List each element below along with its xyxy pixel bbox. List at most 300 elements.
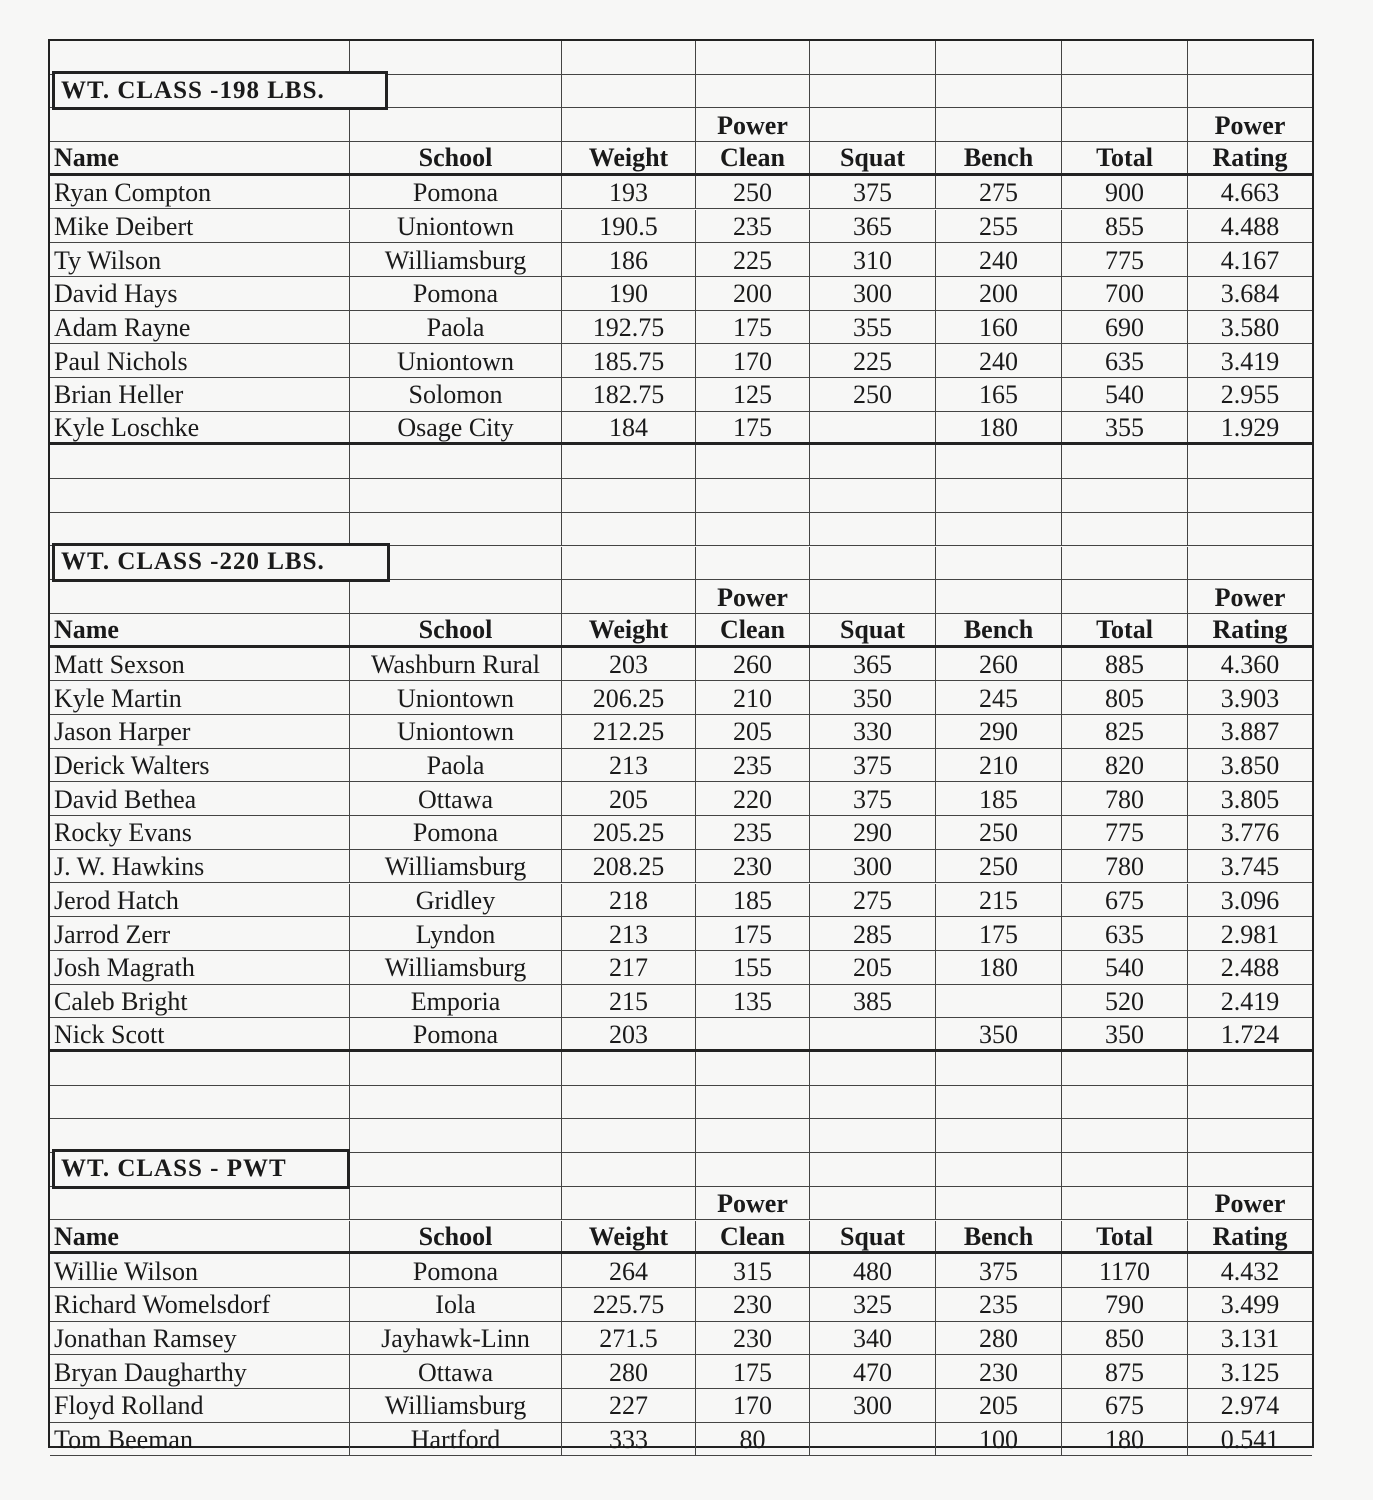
blank-cell — [1062, 1086, 1188, 1119]
table-row — [50, 277, 1312, 311]
table-row — [50, 884, 1312, 918]
header-power: Power — [696, 1187, 810, 1220]
header-squat: Squat — [810, 614, 936, 645]
cell-school: Osage City — [350, 412, 562, 443]
cell-bench: 215 — [936, 884, 1062, 917]
blank-cell — [1188, 1153, 1312, 1186]
table-row — [50, 1423, 1312, 1457]
cell-total: 885 — [1062, 648, 1188, 681]
cell-squat — [810, 412, 936, 443]
cell-weight: 184 — [562, 412, 696, 443]
cell-weight: 193 — [562, 176, 696, 209]
blank-cell — [562, 75, 696, 108]
blank-cell — [1188, 479, 1312, 512]
cell-total: 855 — [1062, 210, 1188, 243]
cell-clean: 235 — [696, 816, 810, 849]
blank-cell — [1188, 41, 1312, 74]
cell-squat: 285 — [810, 917, 936, 950]
cell-name: Ty Wilson — [50, 243, 350, 276]
cell-rating: 3.745 — [1220, 852, 1280, 882]
cell-school: Pomona — [350, 1018, 562, 1049]
header-rating: Rating — [1212, 615, 1288, 645]
cell-total: 520 — [1062, 985, 1188, 1018]
cell-school: Williamsburg — [350, 951, 562, 984]
blank-row — [50, 1086, 1312, 1120]
header-row-top — [50, 1187, 1312, 1221]
header-name: Name — [50, 1221, 350, 1252]
cell-clean: 235 — [696, 210, 810, 243]
header-bench: Bench — [936, 614, 1062, 645]
cell-bench: 100 — [936, 1423, 1062, 1456]
cell-school: Gridley — [350, 884, 562, 917]
cell-total: 1170 — [1062, 1254, 1188, 1287]
blank-cell — [350, 108, 562, 141]
cell-school: Paola — [350, 311, 562, 344]
table-row — [50, 749, 1312, 783]
cell-school: Pomona — [350, 1254, 562, 1287]
cell-rating: 1.724 — [1220, 1019, 1280, 1049]
blank-cell — [810, 479, 936, 512]
table-row — [50, 1355, 1312, 1389]
blank-cell — [350, 1086, 562, 1119]
cell-weight: 186 — [562, 243, 696, 276]
header-name: Name — [50, 142, 350, 173]
cell-rating: 3.499 — [1220, 1290, 1280, 1320]
cell-total: 825 — [1062, 715, 1188, 748]
blank-cell — [936, 108, 1062, 141]
cell-total: 790 — [1062, 1288, 1188, 1321]
cell-name: Adam Rayne — [50, 311, 350, 344]
blank-cell — [1062, 1153, 1188, 1186]
cell-school: Lyndon — [350, 917, 562, 950]
cell-total: 635 — [1062, 917, 1188, 950]
blank-cell — [696, 1086, 810, 1119]
cell-school: Williamsburg — [350, 243, 562, 276]
blank-cell — [50, 1187, 350, 1220]
cell-weight: 205 — [562, 782, 696, 815]
cell-squat: 300 — [810, 1389, 936, 1422]
cell-school: Hartford — [350, 1423, 562, 1456]
cell-name: Jason Harper — [50, 715, 350, 748]
blank-cell — [562, 580, 696, 613]
blank-cell — [1188, 445, 1312, 478]
cell-rating: 3.684 — [1220, 279, 1280, 309]
blank-cell — [50, 513, 350, 546]
cell-rating: 2.974 — [1220, 1391, 1280, 1421]
blank-cell — [50, 108, 350, 141]
blank-row — [50, 479, 1312, 513]
table-row — [50, 243, 1312, 277]
cell-school: Washburn Rural — [350, 648, 562, 681]
cell-name: Nick Scott — [50, 1018, 350, 1049]
cell-squat: 340 — [810, 1322, 936, 1355]
cell-clean: 235 — [696, 749, 810, 782]
blank-cell — [562, 1086, 696, 1119]
table-row — [50, 816, 1312, 850]
blank-cell — [50, 479, 350, 512]
header-clean: Clean — [696, 142, 810, 173]
blank-cell — [350, 445, 562, 478]
cell-squat: 205 — [810, 951, 936, 984]
cell-squat: 300 — [810, 277, 936, 310]
blank-cell — [696, 547, 810, 580]
cell-squat: 300 — [810, 850, 936, 883]
header-weight: Weight — [562, 142, 696, 173]
blank-cell — [810, 75, 936, 108]
table-row — [50, 1254, 1312, 1288]
table-row — [50, 176, 1312, 210]
cell-rating: 3.850 — [1220, 751, 1280, 781]
cell-squat: 290 — [810, 816, 936, 849]
cell-weight: 206.25 — [562, 681, 696, 714]
blank-cell — [696, 479, 810, 512]
cell-name: Rocky Evans — [50, 816, 350, 849]
cell-total: 355 — [1062, 412, 1188, 443]
header-total: Total — [1062, 142, 1188, 173]
blank-cell — [1188, 75, 1312, 108]
header-clean: Clean — [696, 614, 810, 645]
header-row — [50, 614, 1312, 648]
cell-bench: 210 — [936, 749, 1062, 782]
cell-squat: 310 — [810, 243, 936, 276]
cell-bench: 240 — [936, 344, 1062, 377]
blank-cell — [1062, 547, 1188, 580]
blank-row — [50, 445, 1312, 479]
table-row — [50, 311, 1312, 345]
cell-rating: 2.488 — [1220, 953, 1280, 983]
cell-name: Jerod Hatch — [50, 884, 350, 917]
blank-cell — [350, 41, 562, 74]
cell-weight: 203 — [562, 648, 696, 681]
cell-bench: 275 — [936, 176, 1062, 209]
cell-squat: 325 — [810, 1288, 936, 1321]
cell-bench: 350 — [936, 1018, 1062, 1049]
blank-row — [50, 1052, 1312, 1086]
header-school: School — [350, 142, 562, 173]
blank-cell — [936, 580, 1062, 613]
cell-squat — [810, 1018, 936, 1049]
cell-total: 780 — [1062, 850, 1188, 883]
weight-class-title: WT. CLASS -198 LBS. — [52, 71, 388, 111]
cell-school: Ottawa — [350, 782, 562, 815]
cell-rating: 4.432 — [1220, 1256, 1280, 1286]
cell-weight: 185.75 — [562, 344, 696, 377]
cell-name: Floyd Rolland — [50, 1389, 350, 1422]
blank-cell — [50, 41, 350, 74]
cell-clean: 175 — [696, 412, 810, 443]
blank-cell — [696, 41, 810, 74]
blank-cell — [350, 1119, 562, 1152]
weight-class-title: WT. CLASS -220 LBS. — [52, 543, 390, 583]
blank-cell — [810, 1052, 936, 1085]
blank-cell — [562, 41, 696, 74]
blank-cell — [1062, 580, 1188, 613]
cell-rating: 0.541 — [1220, 1425, 1280, 1455]
blank-cell — [810, 41, 936, 74]
cell-clean: 225 — [696, 243, 810, 276]
cell-weight: 280 — [562, 1355, 696, 1388]
cell-weight: 271.5 — [562, 1322, 696, 1355]
cell-bench: 185 — [936, 782, 1062, 815]
header-power: Power — [1214, 110, 1286, 140]
cell-rating: 3.419 — [1220, 346, 1280, 376]
cell-name: Ryan Compton — [50, 176, 350, 209]
blank-cell — [936, 1187, 1062, 1220]
blank-cell — [810, 1153, 936, 1186]
blank-cell — [936, 513, 1062, 546]
cell-name: Caleb Bright — [50, 985, 350, 1018]
cell-total: 700 — [1062, 277, 1188, 310]
cell-clean: 80 — [696, 1423, 810, 1456]
blank-cell — [810, 108, 936, 141]
table-row — [50, 1389, 1312, 1423]
cell-squat: 375 — [810, 176, 936, 209]
table-row — [50, 850, 1312, 884]
cell-bench — [936, 985, 1062, 1018]
table-row — [50, 681, 1312, 715]
cell-weight: 205.25 — [562, 816, 696, 849]
cell-total: 850 — [1062, 1322, 1188, 1355]
table-row — [50, 917, 1312, 951]
table-row — [50, 210, 1312, 244]
blank-cell — [936, 445, 1062, 478]
cell-total: 675 — [1062, 1389, 1188, 1422]
header-row-top — [50, 108, 1312, 142]
cell-rating: 3.903 — [1220, 683, 1280, 713]
cell-weight: 212.25 — [562, 715, 696, 748]
cell-weight: 227 — [562, 1389, 696, 1422]
table-row — [50, 412, 1312, 446]
table-row — [50, 344, 1312, 378]
cell-total: 780 — [1062, 782, 1188, 815]
cell-bench: 180 — [936, 412, 1062, 443]
cell-name: Derick Walters — [50, 749, 350, 782]
table-row — [50, 378, 1312, 412]
cell-school: Uniontown — [350, 681, 562, 714]
cell-name: Kyle Loschke — [50, 412, 350, 443]
header-row — [50, 142, 1312, 176]
cell-weight: 218 — [562, 884, 696, 917]
cell-bench: 180 — [936, 951, 1062, 984]
cell-total: 180 — [1062, 1423, 1188, 1456]
cell-total: 690 — [1062, 311, 1188, 344]
cell-name: Willie Wilson — [50, 1254, 350, 1287]
results-sheet — [48, 39, 1314, 1455]
cell-squat: 480 — [810, 1254, 936, 1287]
cell-squat — [810, 1423, 936, 1456]
cell-name: Jarrod Zerr — [50, 917, 350, 950]
blank-row — [50, 41, 1312, 75]
cell-clean: 315 — [696, 1254, 810, 1287]
blank-row — [50, 1119, 1312, 1153]
cell-total: 350 — [1062, 1018, 1188, 1049]
table-row — [50, 1018, 1312, 1052]
cell-name: Brian Heller — [50, 378, 350, 411]
blank-cell — [1062, 513, 1188, 546]
blank-cell — [936, 479, 1062, 512]
cell-bench: 250 — [936, 850, 1062, 883]
header-total: Total — [1062, 614, 1188, 645]
header-clean: Clean — [696, 1221, 810, 1252]
blank-cell — [696, 75, 810, 108]
blank-cell — [50, 1052, 350, 1085]
cell-name: Kyle Martin — [50, 681, 350, 714]
cell-name: Matt Sexson — [50, 648, 350, 681]
cell-rating: 2.419 — [1220, 986, 1280, 1016]
cell-squat: 355 — [810, 311, 936, 344]
cell-total: 540 — [1062, 951, 1188, 984]
cell-squat: 375 — [810, 749, 936, 782]
blank-cell — [350, 1052, 562, 1085]
cell-total: 540 — [1062, 378, 1188, 411]
cell-school: Williamsburg — [350, 1389, 562, 1422]
cell-total: 805 — [1062, 681, 1188, 714]
blank-cell — [810, 580, 936, 613]
blank-cell — [50, 445, 350, 478]
cell-name: Josh Magrath — [50, 951, 350, 984]
header-row — [50, 1221, 1312, 1255]
table-row — [50, 1288, 1312, 1322]
header-rating: Rating — [1212, 1221, 1288, 1251]
cell-bench: 280 — [936, 1322, 1062, 1355]
cell-total: 635 — [1062, 344, 1188, 377]
header-school: School — [350, 1221, 562, 1252]
blank-row — [50, 513, 1312, 547]
cell-bench: 165 — [936, 378, 1062, 411]
blank-cell — [936, 41, 1062, 74]
cell-weight: 208.25 — [562, 850, 696, 883]
header-power: Power — [696, 108, 810, 141]
cell-school: Solomon — [350, 378, 562, 411]
blank-cell — [562, 479, 696, 512]
cell-name: Mike Deibert — [50, 210, 350, 243]
cell-bench: 230 — [936, 1355, 1062, 1388]
blank-cell — [696, 445, 810, 478]
cell-bench: 205 — [936, 1389, 1062, 1422]
cell-clean: 175 — [696, 917, 810, 950]
blank-cell — [1062, 108, 1188, 141]
cell-school: Jayhawk-Linn — [350, 1322, 562, 1355]
header-name: Name — [50, 614, 350, 645]
cell-clean: 185 — [696, 884, 810, 917]
header-weight: Weight — [562, 1221, 696, 1252]
blank-cell — [1188, 1052, 1312, 1085]
header-squat: Squat — [810, 1221, 936, 1252]
cell-squat: 375 — [810, 782, 936, 815]
blank-cell — [936, 1086, 1062, 1119]
cell-school: Pomona — [350, 176, 562, 209]
cell-squat: 330 — [810, 715, 936, 748]
cell-weight: 213 — [562, 917, 696, 950]
blank-cell — [562, 513, 696, 546]
blank-cell — [50, 580, 350, 613]
cell-rating: 3.805 — [1220, 784, 1280, 814]
cell-total: 775 — [1062, 243, 1188, 276]
cell-clean: 155 — [696, 951, 810, 984]
blank-cell — [1188, 513, 1312, 546]
blank-cell — [562, 547, 696, 580]
cell-bench: 255 — [936, 210, 1062, 243]
header-row-top — [50, 580, 1312, 614]
header-bench: Bench — [936, 1221, 1062, 1252]
header-power: Power — [1214, 582, 1286, 612]
cell-clean: 135 — [696, 985, 810, 1018]
cell-school: Uniontown — [350, 210, 562, 243]
blank-cell — [1062, 445, 1188, 478]
cell-squat: 250 — [810, 378, 936, 411]
blank-cell — [696, 1153, 810, 1186]
blank-cell — [936, 1119, 1062, 1152]
table-row — [50, 648, 1312, 682]
cell-clean: 170 — [696, 1389, 810, 1422]
blank-cell — [1062, 75, 1188, 108]
cell-weight: 203 — [562, 1018, 696, 1049]
cell-weight: 213 — [562, 749, 696, 782]
cell-clean: 125 — [696, 378, 810, 411]
table-row — [50, 951, 1312, 985]
cell-clean: 200 — [696, 277, 810, 310]
cell-clean: 250 — [696, 176, 810, 209]
blank-cell — [1188, 1086, 1312, 1119]
cell-weight: 264 — [562, 1254, 696, 1287]
blank-cell — [810, 1187, 936, 1220]
cell-name: David Hays — [50, 277, 350, 310]
cell-bench: 235 — [936, 1288, 1062, 1321]
cell-clean: 230 — [696, 1288, 810, 1321]
blank-cell — [350, 513, 562, 546]
blank-cell — [696, 513, 810, 546]
cell-rating: 4.167 — [1220, 245, 1280, 275]
cell-school: Pomona — [350, 277, 562, 310]
cell-school: Uniontown — [350, 344, 562, 377]
blank-cell — [50, 1086, 350, 1119]
blank-cell — [350, 479, 562, 512]
cell-clean: 205 — [696, 715, 810, 748]
cell-squat: 385 — [810, 985, 936, 1018]
cell-squat: 275 — [810, 884, 936, 917]
cell-rating: 2.955 — [1220, 380, 1280, 410]
cell-total: 775 — [1062, 816, 1188, 849]
cell-name: Paul Nichols — [50, 344, 350, 377]
cell-school: Uniontown — [350, 715, 562, 748]
cell-school: Ottawa — [350, 1355, 562, 1388]
header-bench: Bench — [936, 142, 1062, 173]
cell-school: Williamsburg — [350, 850, 562, 883]
cell-bench: 250 — [936, 816, 1062, 849]
cell-bench: 260 — [936, 648, 1062, 681]
cell-clean: 175 — [696, 311, 810, 344]
cell-bench: 240 — [936, 243, 1062, 276]
header-power: Power — [696, 580, 810, 613]
blank-cell — [1188, 1119, 1312, 1152]
cell-weight: 182.75 — [562, 378, 696, 411]
blank-cell — [350, 580, 562, 613]
blank-cell — [810, 513, 936, 546]
blank-cell — [562, 108, 696, 141]
cell-bench: 160 — [936, 311, 1062, 344]
blank-cell — [810, 1086, 936, 1119]
table-row — [50, 1322, 1312, 1356]
cell-rating: 3.096 — [1220, 885, 1280, 915]
cell-rating: 3.131 — [1220, 1323, 1280, 1353]
cell-squat: 365 — [810, 648, 936, 681]
blank-cell — [562, 445, 696, 478]
blank-cell — [1062, 1052, 1188, 1085]
cell-total: 675 — [1062, 884, 1188, 917]
cell-clean: 175 — [696, 1355, 810, 1388]
cell-clean — [696, 1018, 810, 1049]
blank-cell — [696, 1119, 810, 1152]
